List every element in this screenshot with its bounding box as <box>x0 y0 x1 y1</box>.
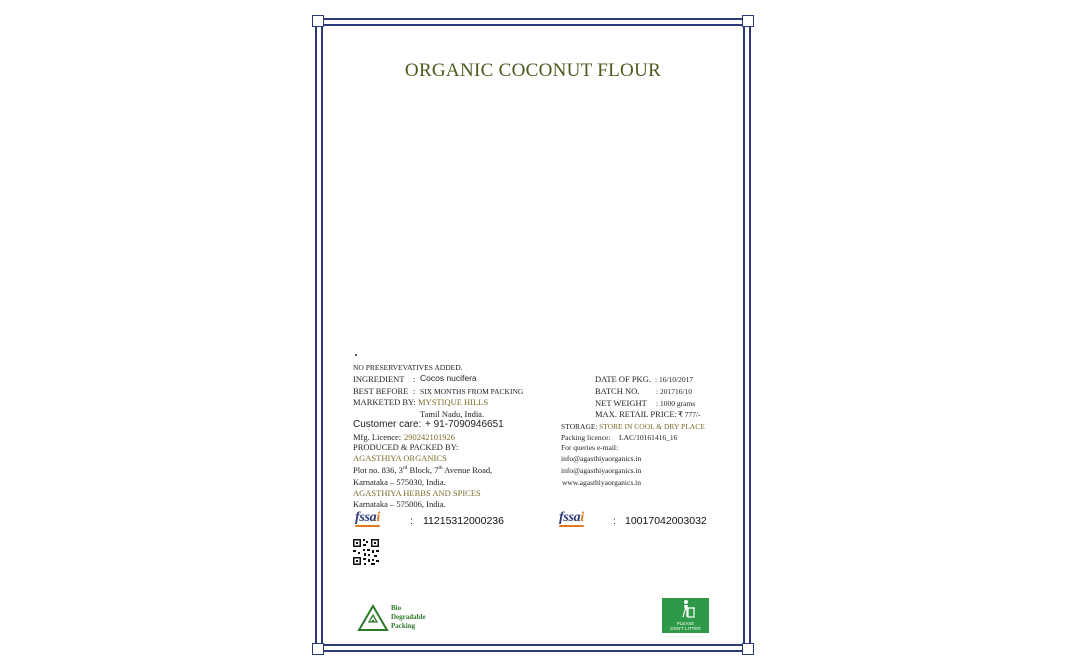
producer1-name: AGASTHIYA ORGANICS <box>353 453 447 463</box>
net-weight-value: : 1000 grams <box>656 399 696 408</box>
fssai-number-left: 11215312000236 <box>423 515 504 527</box>
label-inner-border <box>321 24 745 646</box>
dot-mark <box>355 354 357 356</box>
corner-ornament <box>312 15 324 27</box>
mfg-licence-label: Mfg. Licence: <box>353 432 402 442</box>
marketed-by-value: MYSTIQUE HILLS <box>418 397 489 407</box>
net-weight-label: NET WEIGHT <box>595 398 647 408</box>
mfg-licence-value: 290242101926 <box>404 432 455 442</box>
fssai-number-right: 10017042003032 <box>625 515 707 527</box>
bio-degradable-text: Bio Degradable Packing <box>391 604 426 630</box>
email-2[interactable]: info@agasthiyaorganics.in <box>561 466 642 475</box>
date-pkg-label: DATE OF PKG. <box>595 374 651 384</box>
producer2-name: AGASTHIYA HERBS AND SPICES <box>353 488 481 498</box>
fssai-logo-right: fssai <box>559 510 584 525</box>
producer1-address-line2: Karnataka – 575030, India. <box>353 477 446 487</box>
produced-packed-label: PRODUCED & PACKED BY: <box>353 442 459 452</box>
corner-ornament <box>312 643 324 655</box>
producer2-address: Karnataka – 575006, India. <box>353 499 446 509</box>
queries-label: For queries e-mail: <box>561 443 619 452</box>
mrp-value: ₹ 777/- <box>678 410 701 419</box>
fssai-separator-right: : <box>613 515 616 527</box>
marketed-by-location: Tamil Nadu, India. <box>420 409 485 419</box>
best-before-sep: : <box>413 386 416 396</box>
best-before-value: SIX MONTHS FROM PACKING <box>420 387 524 396</box>
website-link[interactable]: www.agasthiyaorganics.in <box>562 478 641 487</box>
producer1-address-line1: Plot no. 836, 3rd Block, 7th Avenue Road, <box>353 465 493 475</box>
dont-litter-text: PLEASE DON'T LITTER <box>670 621 701 631</box>
customer-care-label: Customer care: <box>353 419 422 430</box>
storage-value: STORE IN COOL & DRY PLACE <box>599 422 705 431</box>
corner-ornament <box>742 15 754 27</box>
date-pkg-value: : 16/10/2017 <box>655 375 694 384</box>
fssai-separator-left: : <box>410 515 413 527</box>
qr-code-icon <box>352 538 380 566</box>
packing-licence-label: Packing licence: <box>561 433 611 442</box>
packing-licence-value: LAC/10161416_16 <box>619 433 678 442</box>
product-title: ORGANIC COCONUT FLOUR <box>404 60 662 81</box>
ingredient-value: Cocos nucifera <box>420 373 477 383</box>
ingredient-sep: : <box>413 374 416 384</box>
customer-care-value: + 91-7090946651 <box>425 419 504 430</box>
product-label <box>315 18 751 652</box>
marketed-by-label: MARKETED BY: <box>353 397 416 407</box>
best-before-label: BEST BEFORE <box>353 386 409 396</box>
batch-label: BATCH NO. <box>595 386 640 396</box>
mrp-label: MAX. RETAIL PRICE: <box>595 409 677 419</box>
fssai-logo-left: fssai <box>355 510 380 525</box>
email-1[interactable]: info@agasthiyaorganics.in <box>561 454 642 463</box>
ingredient-label: INGREDIENT <box>353 374 405 384</box>
corner-ornament <box>742 643 754 655</box>
no-preservatives-note: NO PRESERVEVATIVES ADDED. <box>353 363 463 372</box>
batch-value: : 201716/10 <box>656 387 693 396</box>
trash-bin-icon <box>675 598 697 620</box>
storage-label: STORAGE: <box>561 422 598 431</box>
dont-litter-badge <box>662 598 709 633</box>
recycle-triangle-icon <box>357 604 389 632</box>
